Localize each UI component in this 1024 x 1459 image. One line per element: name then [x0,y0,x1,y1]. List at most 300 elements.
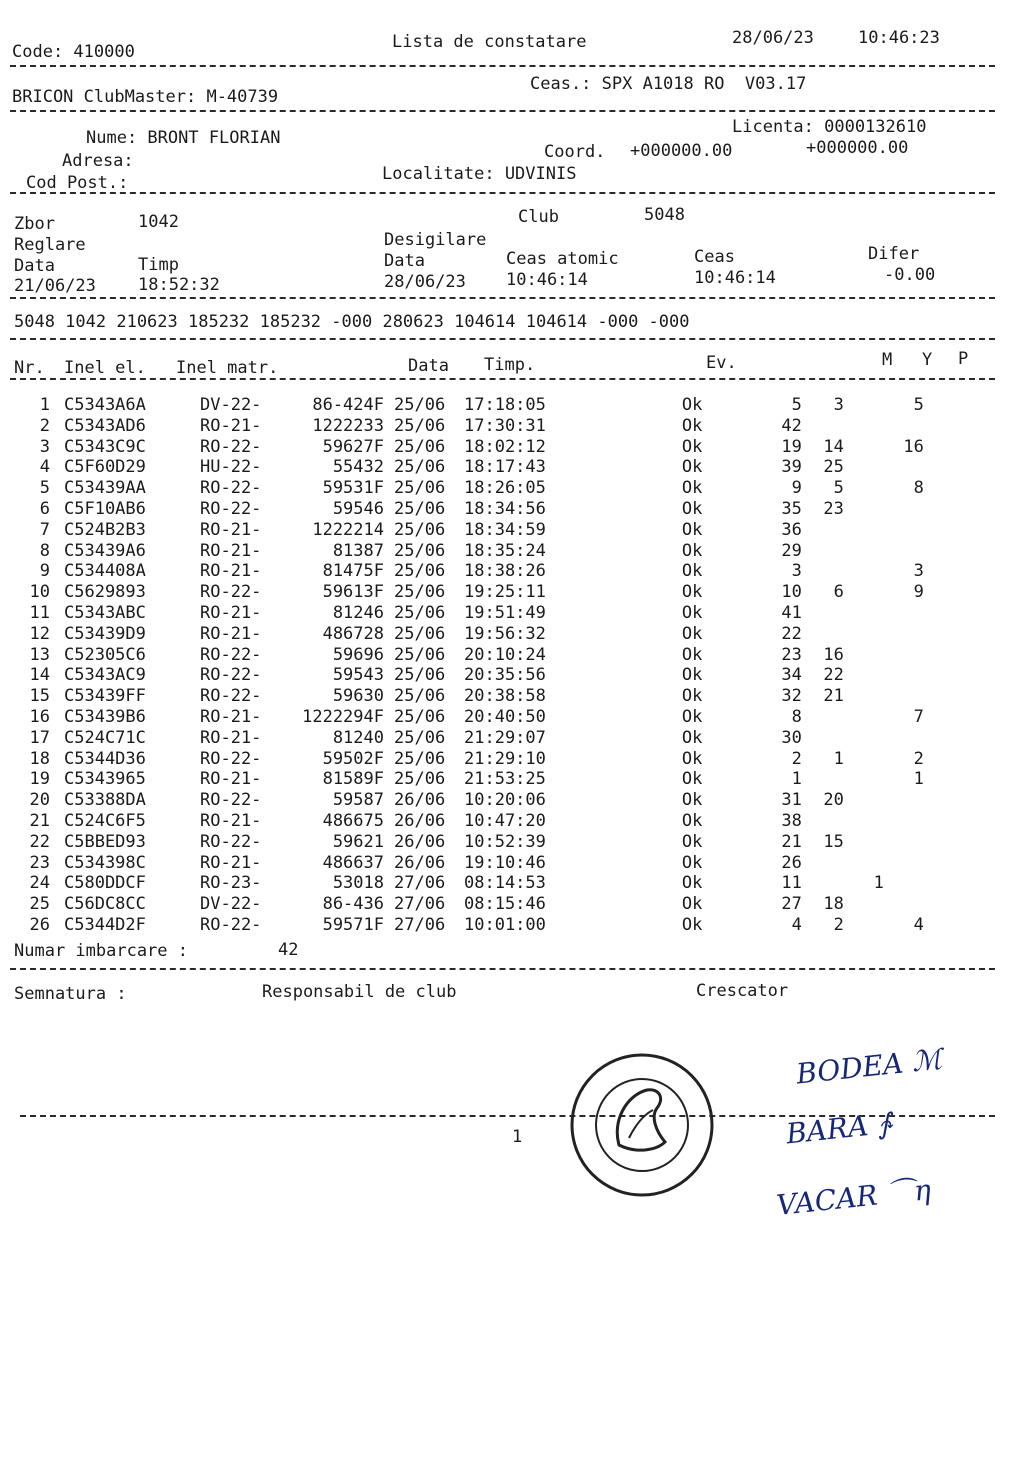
column-spacer [546,541,682,562]
row-number: 2 [39,415,50,436]
arrival-date: 25/06 [394,415,446,436]
row-number: 17 [29,727,50,748]
ring-series: RO-21- [200,561,262,582]
ring-series: RO-21- [200,727,262,748]
basketing-count: 42 [278,940,299,960]
score-y: 15 [823,831,844,852]
column-spacer [546,686,682,707]
event-status: Ok [681,790,703,811]
column-spacer [546,915,682,936]
ring-number: 486675 [322,810,384,831]
signature-bara: BARA ∱ [784,1106,894,1151]
score-y: 20 [823,790,844,811]
score-m: 5 [791,395,802,415]
electronic-ring: C5343AD6 [64,415,146,436]
score-p: 8 [913,478,924,499]
event-status: Ok [681,914,703,935]
atomic-clock-label: Ceas atomic [506,249,619,269]
clock-label: Ceas [694,247,735,267]
score-y2 [844,416,884,437]
row-number: 6 [39,498,50,519]
electronic-ring: C534398C [64,852,146,873]
row-number: 21 [29,810,50,831]
electronic-ring: C56DC8CC [64,894,146,915]
score-y2 [844,395,884,416]
club-label: Club [518,207,559,227]
ring-series: RO-22- [200,665,262,686]
arrival-date: 25/06 [394,602,446,623]
score-y2 [844,769,884,790]
row-number: 7 [39,519,50,540]
row-number: 14 [29,665,50,686]
score-p [884,603,924,624]
event-status: Ok [681,748,703,769]
score-m: 38 [781,810,802,831]
arrival-date: 25/06 [394,436,446,457]
row-number: 20 [29,790,50,811]
table-row [14,811,924,832]
score-y2: 1 [873,873,884,894]
ring-number: 486728 [322,623,384,644]
score-y2 [844,665,884,686]
divider [10,968,995,970]
column-spacer [546,728,682,749]
electronic-ring: C52305C6 [64,644,146,665]
event-status: Ok [681,395,703,415]
arrival-time: 19:10:46 [464,852,546,873]
arrival-date: 27/06 [394,894,446,915]
document-title: Lista de constatare [392,32,587,52]
arrival-time: 20:35:56 [464,665,546,686]
event-status: Ok [681,810,703,831]
table-row [14,894,924,915]
event-status: Ok [681,415,703,436]
divider [10,378,995,380]
row-number: 13 [29,644,50,665]
ring-number: 81589F [322,769,384,790]
score-y2 [844,520,884,541]
ring-series: RO-22- [200,790,262,811]
arrival-time: 21:29:10 [464,748,546,769]
score-y2 [844,478,884,499]
ring-number: 86-424F [312,395,384,415]
score-y2 [844,728,884,749]
score-p [884,624,924,645]
ring-number: 81387 [332,540,384,561]
arrival-time: 18:02:12 [464,436,546,457]
ring-number: 81246 [332,602,384,623]
arrival-time: 21:53:25 [464,769,546,790]
column-spacer [546,811,682,832]
event-status: Ok [681,644,703,665]
arrival-time: 18:17:43 [464,457,546,478]
table-row [14,707,924,728]
arrival-date: 25/06 [394,457,446,478]
arrival-date: 25/06 [394,769,446,790]
arrival-time: 10:52:39 [464,831,546,852]
score-y [802,541,844,562]
score-p [884,416,924,437]
arrival-date: 25/06 [394,395,446,415]
score-m: 36 [781,519,802,540]
event-status: Ok [681,686,703,707]
arrival-time: 19:25:11 [464,582,546,603]
coord-x: +000000.00 [630,141,733,161]
ring-number: 59571F [322,914,384,935]
electronic-ring: C53439A6 [64,540,146,561]
table-row [14,853,924,874]
score-y [802,853,844,874]
score-m: 9 [791,478,802,499]
score-m: 21 [781,831,802,852]
difference-value: -0.00 [884,265,936,285]
table-row [14,457,924,478]
column-spacer [546,707,682,728]
row-number: 19 [29,769,50,790]
basketing-label: Numar imbarcare : [14,941,188,961]
electronic-ring: C53439AA [64,478,146,499]
score-m: 10 [781,582,802,603]
ring-number: 486637 [322,852,384,873]
ring-number: 55432 [332,457,384,478]
column-spacer [546,894,682,915]
breeder-label: Crescator [696,981,789,1001]
ring-number: 59531F [322,478,384,499]
arrival-time: 18:26:05 [464,478,546,499]
ring-number: 53018 [332,873,384,894]
col-m: M [882,350,893,370]
score-p [884,686,924,707]
column-spacer [546,457,682,478]
electronic-ring: C5629893 [64,582,146,603]
electronic-ring: C5343965 [64,769,146,790]
print-time: 10:46:23 [858,28,940,48]
column-spacer [546,832,682,853]
arrival-time: 21:29:07 [464,727,546,748]
score-y2 [844,541,884,562]
table-row [14,624,924,645]
score-m: 23 [781,644,802,665]
event-status: Ok [681,852,703,873]
ring-series: RO-21- [200,519,262,540]
score-y [802,873,844,894]
column-spacer [546,645,682,666]
ring-number: 59613F [322,582,384,603]
score-p [884,811,924,832]
arrival-date: 25/06 [394,706,446,727]
score-y: 2 [833,914,844,935]
row-number: 5 [39,478,50,499]
arrival-date: 26/06 [394,810,446,831]
row-number: 12 [29,623,50,644]
column-spacer [546,853,682,874]
col-matr-ring: Inel matr. [176,358,279,378]
setting-time: 18:52:32 [138,275,220,295]
score-y: 5 [833,478,844,499]
score-p: 4 [913,914,924,935]
arrival-time: 10:01:00 [464,914,546,935]
signature-vacar: VACAR ⌒η [774,1172,933,1222]
ring-number: 1222233 [312,415,384,436]
score-p: 2 [913,748,924,769]
ring-number: 86-436 [322,894,384,915]
score-y: 1 [833,748,844,769]
score-y [802,707,844,728]
arrival-date: 25/06 [394,540,446,561]
event-status: Ok [681,769,703,790]
score-p: 5 [913,395,924,415]
score-y2 [844,624,884,645]
arrival-date: 27/06 [394,914,446,935]
score-y: 14 [823,436,844,457]
page-number: 1 [512,1127,523,1147]
arrival-date: 25/06 [394,686,446,707]
column-spacer [546,624,682,645]
unsealing-date: 28/06/23 [384,272,466,292]
score-y2 [844,811,884,832]
score-p: 3 [913,561,924,582]
score-y2 [844,457,884,478]
score-y2 [844,915,884,936]
score-y2 [844,645,884,666]
table-row [14,728,924,749]
ring-series: RO-22- [200,831,262,852]
arrival-date: 25/06 [394,582,446,603]
score-y [802,520,844,541]
score-y2 [844,582,884,603]
score-y [802,811,844,832]
code-label: Code: 410000 [12,42,135,62]
ring-series: DV-22- [200,894,262,915]
table-row [14,915,924,936]
ring-series: RO-21- [200,540,262,561]
electronic-ring: C5BBED93 [64,831,146,852]
table-row [14,478,924,499]
column-spacer [546,582,682,603]
event-status: Ok [681,498,703,519]
flight-label: Zbor [14,214,55,234]
column-spacer [546,749,682,770]
col-el-ring: Inel el. [64,358,146,378]
event-status: Ok [681,582,703,603]
score-y [802,769,844,790]
score-p: 1 [913,769,924,790]
score-y2 [844,749,884,770]
score-m: 2 [791,748,802,769]
score-m: 11 [781,873,802,894]
electronic-ring: C5343ABC [64,602,146,623]
clock-time: 10:46:14 [694,268,776,288]
column-spacer [546,437,682,458]
score-p [884,832,924,853]
arrival-time: 20:40:50 [464,706,546,727]
table-row [14,665,924,686]
table-row [14,686,924,707]
score-m: 31 [781,790,802,811]
ring-number: 81475F [322,561,384,582]
ring-number: 59502F [322,748,384,769]
column-spacer [546,520,682,541]
table-row [14,520,924,541]
electronic-ring: C5343A6A [64,395,146,415]
summary-line: 5048 1042 210623 185232 185232 -000 280623 104614 104614 -000 -000 [14,312,690,332]
coord-y: +000000.00 [806,138,909,158]
score-y [802,603,844,624]
table-row [14,769,924,790]
column-spacer [546,769,682,790]
club-number: 5048 [644,205,685,225]
score-p [884,873,924,894]
column-spacer [546,395,682,416]
event-status: Ok [681,519,703,540]
col-time: Timp. [484,355,536,375]
row-number: 11 [29,602,50,623]
ring-series: RO-22- [200,436,262,457]
col-date: Data [408,356,449,376]
score-p [884,520,924,541]
table-row [14,790,924,811]
score-y2 [844,894,884,915]
flight-number: 1042 [138,212,179,232]
event-status: Ok [681,665,703,686]
ring-series: RO-22- [200,644,262,665]
arrival-time: 08:14:53 [464,873,546,894]
arrival-date: 27/06 [394,873,446,894]
arrival-time: 18:34:56 [464,498,546,519]
score-y2 [844,561,884,582]
score-p [884,541,924,562]
owner-address: Adresa: [62,151,134,171]
electronic-ring: C534408A [64,561,146,582]
arrival-date: 25/06 [394,623,446,644]
ring-series: RO-21- [200,769,262,790]
row-number: 25 [29,894,50,915]
arrival-date: 26/06 [394,852,446,873]
setting-label: Reglare [14,235,86,255]
event-status: Ok [681,478,703,499]
row-number: 3 [39,436,50,457]
arrival-time: 18:38:26 [464,561,546,582]
arrival-date: 25/06 [394,561,446,582]
score-m: 41 [781,602,802,623]
row-number: 16 [29,706,50,727]
clock-model: Ceas.: SPX A1018 RO V03.17 [530,74,807,94]
electronic-ring: C53388DA [64,790,146,811]
electronic-ring: C524C71C [64,727,146,748]
score-y2 [844,790,884,811]
score-m: 26 [781,852,802,873]
electronic-ring: C53439D9 [64,623,146,644]
score-y2 [844,832,884,853]
owner-name: Nume: BRONT FLORIAN [86,128,281,148]
score-y2 [844,603,884,624]
ring-series: RO-21- [200,415,262,436]
ring-number: 81240 [332,727,384,748]
ring-series: RO-21- [200,810,262,831]
score-p [884,645,924,666]
ring-series: HU-22- [200,457,262,478]
arrival-time: 10:47:20 [464,810,546,831]
score-p [884,499,924,520]
arrival-date: 26/06 [394,790,446,811]
coord-label: Coord. [544,142,606,162]
locality: Localitate: UDVINIS [382,164,577,184]
divider [10,110,995,112]
score-m: 34 [781,665,802,686]
club-stamp [567,1050,717,1200]
arrival-date: 25/06 [394,519,446,540]
electronic-ring: C53439FF [64,686,146,707]
score-y: 22 [823,665,844,686]
event-status: Ok [681,436,703,457]
event-status: Ok [681,623,703,644]
score-m: 29 [781,540,802,561]
ring-series: RO-23- [200,873,262,894]
electronic-ring: C524C6F5 [64,810,146,831]
ring-series: RO-21- [200,852,262,873]
column-spacer [546,603,682,624]
owner-postcode: Cod Post.: [26,173,129,193]
ring-series: RO-22- [200,686,262,707]
electronic-ring: C5344D36 [64,748,146,769]
column-spacer [546,561,682,582]
event-status: Ok [681,873,703,894]
event-status: Ok [681,561,703,582]
unsealing-label: Desigilare [384,230,487,250]
score-m: 1 [791,769,802,790]
signature-label: Semnatura : [14,984,127,1004]
arrival-time: 17:30:31 [464,415,546,436]
event-status: Ok [681,540,703,561]
arrival-time: 17:18:05 [464,395,546,415]
score-p: 16 [903,436,924,457]
score-p [884,790,924,811]
row-number: 18 [29,748,50,769]
ring-series: RO-21- [200,602,262,623]
table-row [14,561,924,582]
arrival-date: 25/06 [394,498,446,519]
score-m: 32 [781,686,802,707]
arrival-date: 25/06 [394,727,446,748]
row-number: 24 [29,873,50,894]
arrival-time: 10:20:06 [464,790,546,811]
electronic-ring: C5F10AB6 [64,498,146,519]
electronic-ring: C5344D2F [64,914,146,935]
score-y: 25 [823,457,844,478]
table-row [14,873,924,894]
score-m: 19 [781,436,802,457]
divider [10,65,995,67]
signature-bodea: BODEA ℳ [794,1042,944,1091]
ring-number: 59546 [332,498,384,519]
electronic-ring: C5F60D29 [64,457,146,478]
score-y [802,624,844,645]
score-m: 8 [791,706,802,727]
electronic-ring: C5343AC9 [64,665,146,686]
table-row [14,437,924,458]
column-spacer [546,790,682,811]
arrival-time: 20:38:58 [464,686,546,707]
score-y2 [844,499,884,520]
print-date: 28/06/23 [732,28,814,48]
ring-number: 59630 [332,686,384,707]
row-number: 4 [39,457,50,478]
table-row [14,499,924,520]
column-spacer [546,416,682,437]
column-spacer [546,478,682,499]
score-m: 4 [791,914,802,935]
score-p [884,853,924,874]
